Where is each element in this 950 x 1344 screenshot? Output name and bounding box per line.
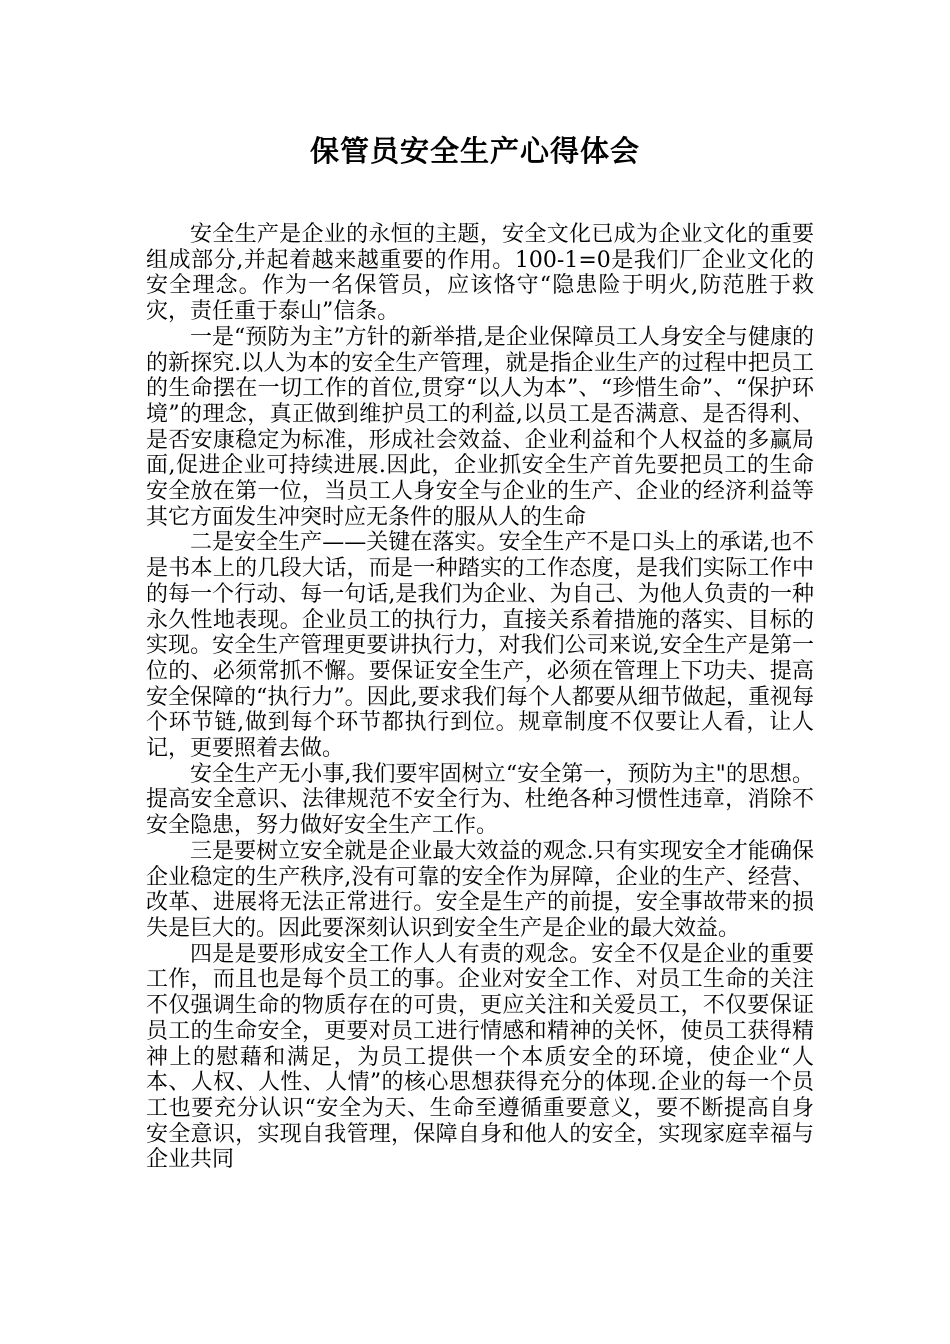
paragraph-point-four: 四是是要形成安全工作人人有责的观念。安全不仅是企业的重要工作，而且也是每个员工的事。企业对安全工作、对员工生命的关注不仅强调生命的物质存在的可贵，更应关注和关爱员工，不仅要保证员工的生命安全，更要对员工进行情感和精神的关怀，使员工获得精神上的慰藉和满足，为员工提供一个本质安全的环境，使企业“人本、人权、人性、人情”的核心思想获得充分的体现.企业的每一个员工也要充分认识“安全为天、生命至遵循重要意义，要不断提高自身安全意识，实现自我管理，保障自身和他人的安全，实现家庭幸福与企业共同 — [146, 941, 814, 1173]
paragraph-point-two: 二是安全生产——关键在落实。安全生产不是口头上的承诺,也不是书本上的几段大话，而是一种踏实的工作态度，是我们实际工作中的每一个行动、每一句话,是我们为企业、为自己、为他人负责的一种永久性地表现。企业员工的执行力，直接关系着措施的落实、目标的实现。安全生产管理更要讲执行力，对我们公司来说,安全生产是第一位的、必须常抓不懈。要保证安全生产，必须在管理上下功夫、提高安全保障的“执行力”。因此,要求我们每个人都要从细节做起，重视每个环节链,做到每个环节都执行到位。规章制度不仅要让人看，让人记，更要照着去做。 — [146, 530, 814, 762]
paragraph-point-one: 一是“预防为主”方针的新举措,是企业保障员工人身安全与健康的的新探究.以人为本的安全生产管理，就是指企业生产的过程中把员工的生命摆在一切工作的首位,贯穿“以人为本”、“珍惜生命”、“保护环境”的理念，真正做到维护员工的利益,以员工是否满意、是否得利、是否安康稳定为标准，形成社会效益、企业利益和个人权益的多赢局面,促进企业可持续进展.因此，企业抓安全生产首先要把员工的生命安全放在第一位，当员工人身安全与企业的生产、企业的经济利益等其它方面发生冲突时应无条件的服从人的生命 — [146, 324, 814, 530]
paragraph-point-three: 三是要树立安全就是企业最大效益的观念.只有实现安全才能确保企业稳定的生产秩序,没有可靠的安全作为屏障，企业的生产、经营、改革、进展将无法正常进行。安全是生产的前提，安全事故带来的损失是巨大的。因此要深刻认识到安全生产是企业的最大效益。 — [146, 838, 814, 941]
paragraph-safety-first: 安全生产无小事,我们要牢固树立“安全第一，预防为主"的思想。提高安全意识、法律规范不安全行为、杜绝各种习惯性违章，消除不安全隐患，努力做好安全生产工作。 — [146, 761, 814, 839]
paragraph-intro: 安全生产是企业的永恒的主题，安全文化已成为企业文化的重要组成部分,并起着越来越重要的作用。100-1=0是我们厂企业文化的安全理念。作为一名保管员，应该恪守“隐患险于明火,防范胜于救灾，责任重于泰山”信条。 — [146, 222, 814, 325]
document-title: 保管员安全生产心得体会 — [309, 134, 640, 168]
document-body — [146, 222, 814, 1173]
